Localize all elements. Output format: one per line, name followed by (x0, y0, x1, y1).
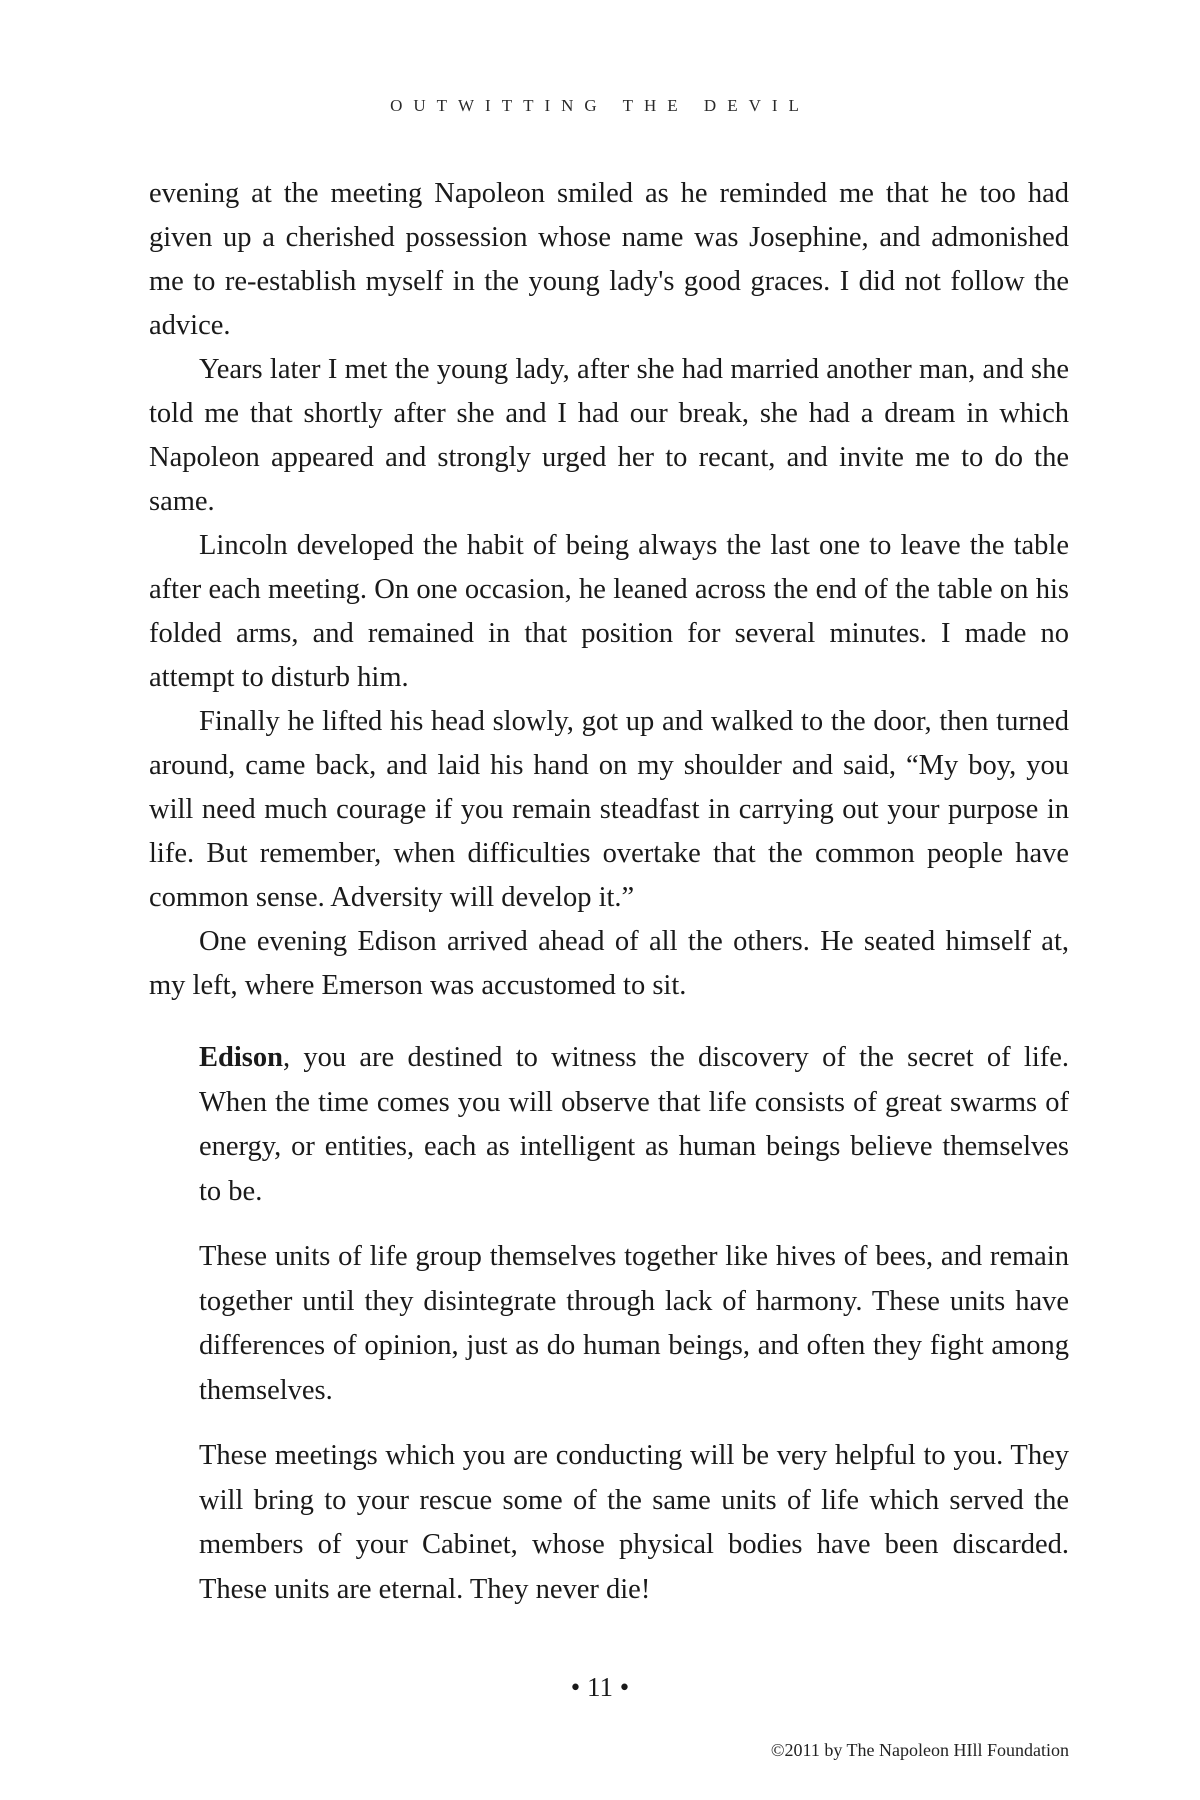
paragraph: One evening Edison arrived ahead of all the others. He seated himself at, my left, where Emerson was accustomed to sit. (149, 926, 1069, 1001)
running-head: OUTWITTING THE DEVIL (390, 96, 810, 115)
quote-paragraph: These meetings which you are conducting will be very helpful to you. They will bring to your rescue some of the same units of life which served the members of your Cabinet, whose physical bodies have been discarded. These units are eternal. They never die! (199, 1440, 1069, 1605)
quote-paragraph: These units of life group themselves together like hives of bees, and remain together until they disintegrate through lack of harmony. These units have differences of opinion, just as do human beings, and often they fight among themselves. (199, 1241, 1069, 1406)
paragraph: Years later I met the young lady, after she had married another man, and she told me that shortly after she and I had our break, she had a dream in which Napoleon appeared and strongly urged her to recant, and invite me to do the same. (149, 354, 1069, 517)
block-quote (199, 1036, 1069, 1633)
copyright-notice: ©2011 by The Napoleon HIll Foundation (770, 1740, 1069, 1760)
body-text (149, 172, 1069, 1008)
paragraph: evening at the meeting Napoleon smiled as he reminded me that he too had given up a cherished possession whose name was Josephine, and admonished me to re-establish myself in the young lady's good graces. I did not follow the advice. (149, 178, 1069, 341)
quote-text: , you are destined to witness the discovery of the secret of life. When the time comes you will observe that life consists of great swarms of energy, or entities, each as intelligent as human beings believe themselves to be. (199, 1042, 1069, 1207)
paragraph: Lincoln developed the habit of being always the last one to leave the table after each meeting. On one occasion, he leaned across the end of the table on his folded arms, and remained in that position for several minutes. I made no attempt to disturb him. (149, 530, 1069, 693)
page-number: • 11 • (570, 1672, 630, 1702)
quote-speaker: Edison (199, 1042, 283, 1073)
quote-paragraph (199, 1036, 1069, 1214)
paragraph: Finally he lifted his head slowly, got up and walked to the door, then turned around, came back, and laid his hand on my shoulder and said, “My boy, you will need much courage if you remain steadfast in carrying out your purpose in life. But remember, when difficulties overtake that the common people have common sense. Adversity will develop it.” (149, 706, 1069, 913)
